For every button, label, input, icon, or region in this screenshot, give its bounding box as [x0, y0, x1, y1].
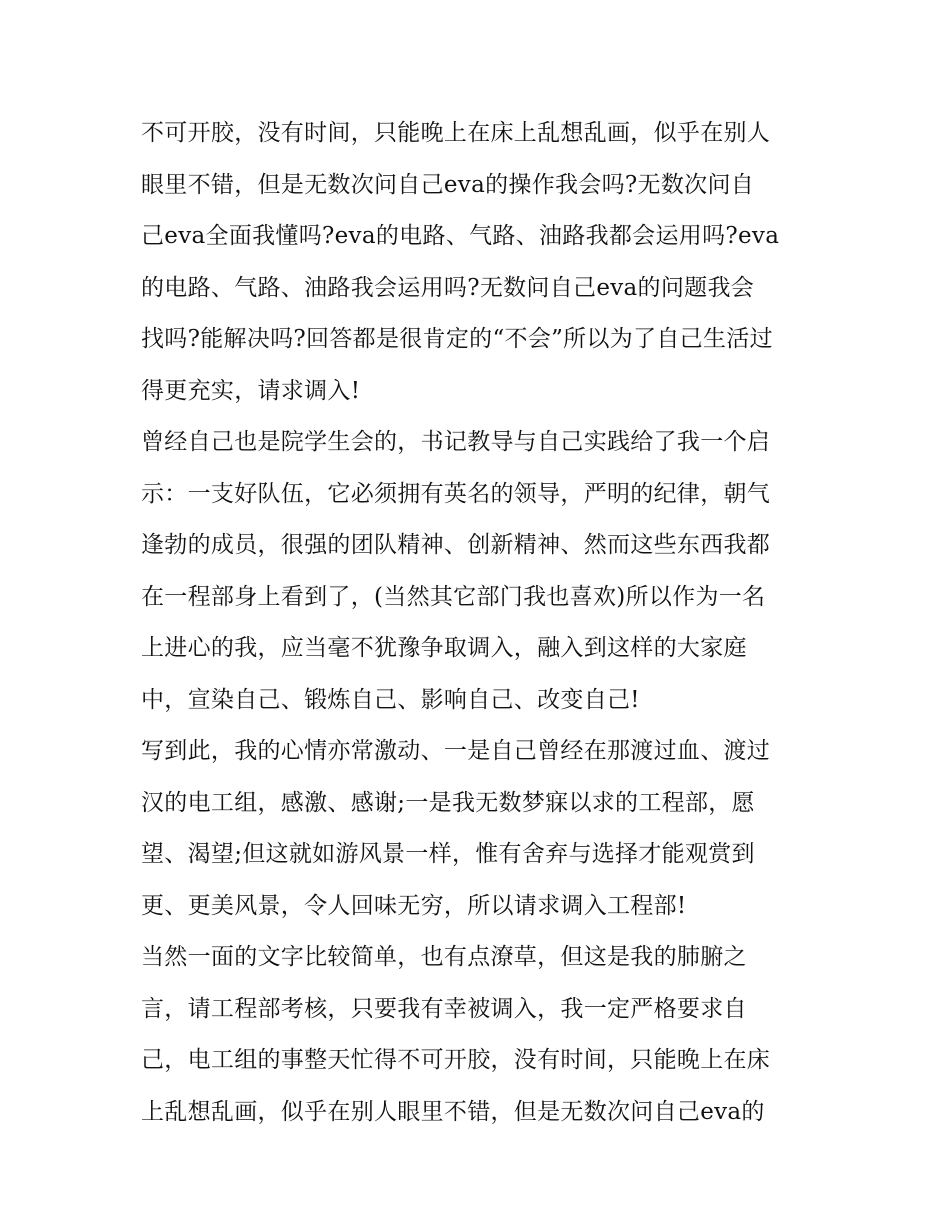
text-line: 曾经自己也是院学生会的，书记教导与自己实践给了我一个启: [141, 429, 771, 455]
text-line: 己，电工组的事整天忙得不可开胶，没有时间，只能晚上在床: [141, 1047, 771, 1073]
text-line: 逢勃的成员，很强的团队精神、创新精神、然而这些东西我都: [141, 532, 771, 558]
text-line: 眼里不错，但是无数次问自己eva的操作我会吗?无数次问自: [141, 171, 755, 198]
text-line: 当然一面的文字比较简单，也有点潦草，但这是我的肺腑之: [141, 944, 747, 970]
text-line: 找吗?能解决吗?回答都是很肯定的“不会”所以为了自己生活过: [141, 326, 773, 352]
text-line: 在一程部身上看到了，(当然其它部门我也喜欢)所以作为一名: [141, 583, 766, 610]
text-line: 汉的电工组，感激、感谢;一是我无数梦寐以求的工程部，愿: [141, 789, 755, 816]
text-line: 中，宣染自己、锻炼自己、影响自己、改变自己!: [141, 686, 640, 713]
text-line: 的电路、气路、油路我会运用吗?无数问自己eva的问题我会: [141, 274, 755, 301]
text-line: 不可开胶，没有时间，只能晚上在床上乱想乱画，似乎在别人: [141, 120, 771, 146]
text-line: 己eva全面我懂吗?eva的电路、气路、油路我都会运用吗?eva: [141, 223, 780, 249]
body-text: [141, 108, 821, 1138]
text-line: 上乱想乱画，似乎在别人眼里不错，但是无数次问自己eva的: [141, 1098, 765, 1125]
text-line: 言，请工程部考核，只要我有幸被调入，我一定严格要求自: [141, 995, 747, 1022]
text-line: 得更充实，请求调入!: [141, 377, 361, 404]
text-line: 示：一支好队伍，它必须拥有英名的领导，严明的纪律，朝气: [141, 480, 771, 507]
text-line: 上进心的我，应当毫不犹豫争取调入，融入到这样的大家庭: [141, 635, 747, 661]
text-line: 望、渴望;但这就如游风景一样，惟有舍弃与选择才能观赏到: [141, 841, 755, 867]
text-line: 更、更美风景，令人回味无穷，所以请求调入工程部!: [141, 892, 687, 919]
text-line: 写到此，我的心情亦常激动、一是自己曾经在那渡过血、渡过: [141, 738, 771, 764]
